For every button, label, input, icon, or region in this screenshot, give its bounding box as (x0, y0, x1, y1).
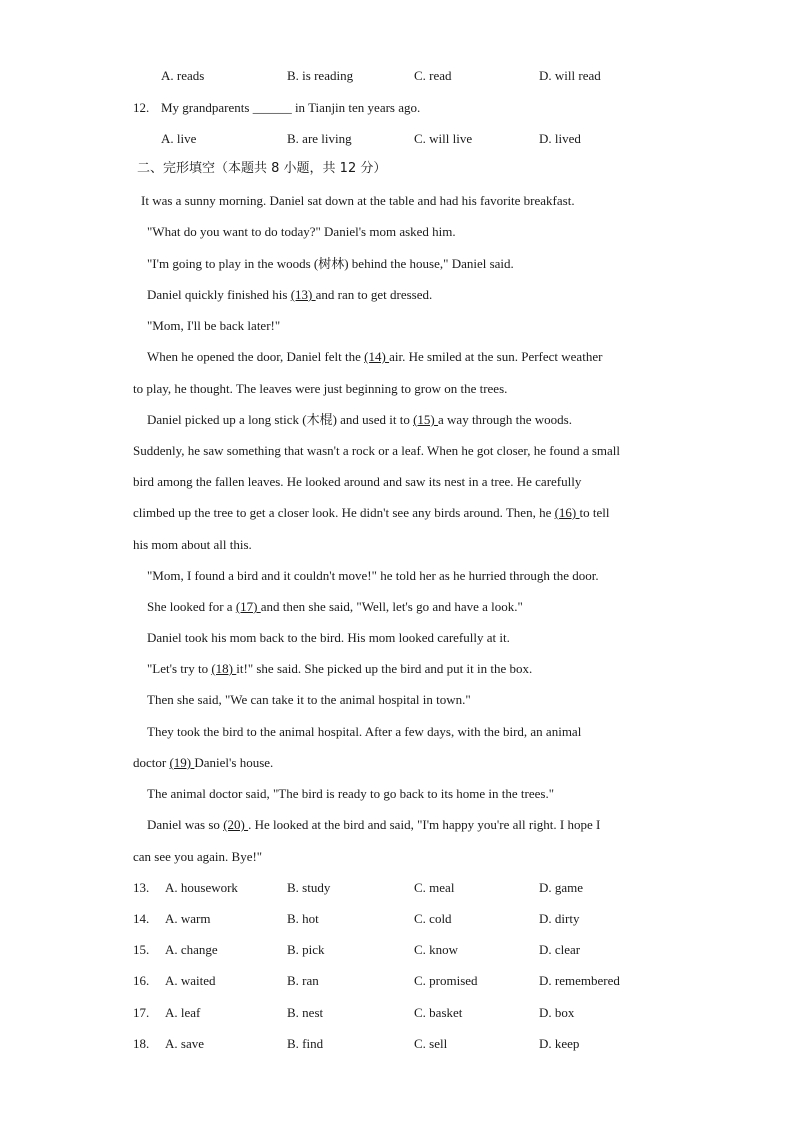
passage-text: and ran to get dressed. (315, 287, 433, 302)
passage-line (147, 349, 602, 365)
passage-text: doctor (133, 755, 170, 770)
option-d: D. box (539, 1005, 575, 1020)
passage-line (147, 287, 432, 303)
passage-line (133, 755, 273, 771)
passage-line: to play, he thought. The leaves were just beginning to grow on the trees. (133, 381, 508, 396)
option-b: B. pick (287, 942, 325, 957)
question-number: 17. (133, 1005, 150, 1020)
option-b: B. study (287, 880, 331, 895)
passage-text: Daniel picked up a long stick (木棍) and used it to (147, 412, 414, 427)
option-d: D. will read (539, 68, 601, 83)
question-row (0, 1036, 794, 1052)
passage-line: Suddenly, he saw something that wasn't a rock or a leaf. When he got closer, he found a small (133, 443, 621, 458)
option-c: C. basket (414, 1005, 463, 1020)
option-c: C. will live (414, 131, 473, 146)
passage-line: "Mom, I found a bird and it couldn't move!" he told her as he hurried through the door. (147, 568, 599, 583)
passage-line: "Mom, I'll be back later!" (147, 318, 281, 333)
option-d: D. game (539, 880, 584, 895)
passage-line: "What do you want to do today?" Daniel's mom asked him. (147, 224, 456, 239)
option-b: B. nest (287, 1005, 324, 1020)
passage-line (147, 817, 600, 833)
option-c: C. cold (414, 911, 452, 926)
question-number: 12. (133, 100, 150, 115)
option-b: B. hot (287, 911, 319, 926)
passage-line: It was a sunny morning. Daniel sat down at the table and had his favorite breakfast. (141, 193, 575, 208)
passage-line: Then she said, "We can take it to the animal hospital in town." (147, 692, 471, 707)
passage-text: Daniel was so (147, 817, 224, 832)
passage-line: bird among the fallen leaves. He looked around and saw its nest in a tree. He carefully (133, 474, 582, 489)
question-number: 15. (133, 942, 150, 957)
passage-line: can see you again. Bye!" (133, 849, 263, 864)
blank-19: (19) (169, 755, 195, 770)
blank-17: (17) (235, 599, 261, 614)
question-number: 16. (133, 973, 150, 988)
question-row (0, 942, 794, 958)
question-number: 14. (133, 911, 150, 926)
section-heading: 二、完形填空（本题共 8 小题，共 12 分） (137, 161, 387, 176)
blank-13: (13) (290, 287, 316, 302)
passage-line: They took the bird to the animal hospital. After a few days, with the bird, an animal (147, 724, 582, 739)
option-a: A. live (161, 131, 197, 146)
option-d: D. clear (539, 942, 581, 957)
option-c: C. meal (414, 880, 455, 895)
passage-line: The animal doctor said, "The bird is ready to go back to its home in the trees." (147, 786, 555, 801)
option-c: C. know (414, 942, 459, 957)
option-d: D. lived (539, 131, 581, 146)
option-d: D. keep (539, 1036, 580, 1051)
question-row (0, 911, 794, 927)
blank-14: (14) (364, 349, 390, 364)
option-b: B. find (287, 1036, 324, 1051)
q12-options (0, 131, 794, 147)
option-b: B. ran (287, 973, 319, 988)
passage-text: climbed up the tree to get a closer look. He didn't see any birds around. Then, he (133, 505, 555, 520)
blank-16: (16) (554, 505, 580, 520)
option-c: C. sell (414, 1036, 448, 1051)
option-a: A. leaf (165, 1005, 201, 1020)
option-a: A. warm (165, 911, 211, 926)
option-a: A. reads (161, 68, 205, 83)
passage-line (133, 505, 609, 521)
passage-text: to tell (579, 505, 610, 520)
question-row (0, 1005, 794, 1021)
option-a: A. housework (165, 880, 238, 895)
passage-text: and then she said, "Well, let's go and have a look." (260, 599, 523, 614)
question-row (0, 973, 794, 989)
question-row (0, 880, 794, 896)
passage-text: . He looked at the bird and said, "I'm happy you're all right. I hope I (248, 817, 601, 832)
blank-15: (15) (413, 412, 439, 427)
option-d: D. remembered (539, 973, 620, 988)
passage-text: a way through the woods. (438, 412, 572, 427)
option-c: C. promised (414, 973, 478, 988)
question-stem: My grandparents ______ in Tianjin ten years ago. (161, 100, 421, 115)
option-a: A. waited (165, 973, 216, 988)
blank-18: (18) (211, 661, 237, 676)
option-a: A. change (165, 942, 218, 957)
passage-text: Daniel quickly finished his (147, 287, 291, 302)
passage-line: his mom about all this. (133, 537, 252, 552)
passage-line (147, 661, 532, 677)
option-b: B. are living (287, 131, 352, 146)
passage-text: Daniel's house. (194, 755, 274, 770)
passage-line (147, 599, 523, 615)
option-c: C. read (414, 68, 452, 83)
option-a: A. save (165, 1036, 204, 1051)
passage-text: She looked for a (147, 599, 236, 614)
option-d: D. dirty (539, 911, 580, 926)
option-b: B. is reading (287, 68, 354, 83)
passage-line: "I'm going to play in the woods (树林) behind the house," Daniel said. (147, 256, 514, 271)
passage-line (147, 412, 572, 428)
passage-text: "Let's try to (147, 661, 212, 676)
passage-text: When he opened the door, Daniel felt the (147, 349, 365, 364)
passage-text: it!" she said. She picked up the bird and put it in the box. (236, 661, 533, 676)
blank-20: (20) (223, 817, 249, 832)
q11-options (0, 68, 794, 84)
passage-line: Daniel took his mom back to the bird. His mom looked carefully at it. (147, 630, 510, 645)
passage-text: air. He smiled at the sun. Perfect weather (389, 349, 603, 364)
question-number: 13. (133, 880, 150, 895)
question-number: 18. (133, 1036, 150, 1051)
